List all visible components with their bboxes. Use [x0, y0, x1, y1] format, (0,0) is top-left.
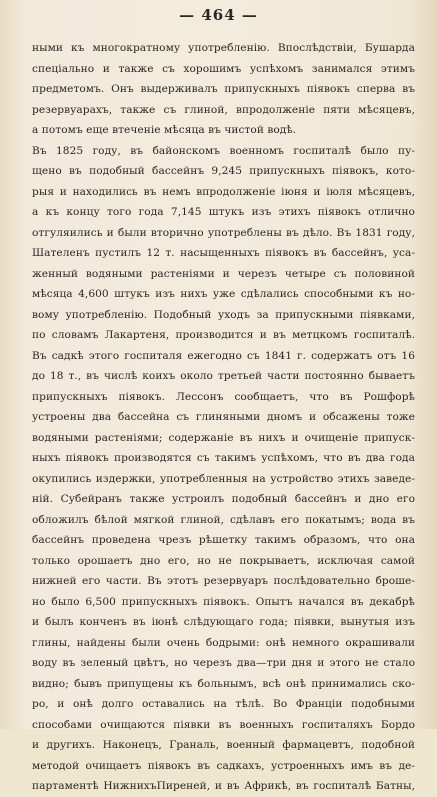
text-line: Въ садкѣ этого госпиталя ежегодно съ 1841 г. содержатъ отъ 16	[32, 349, 415, 362]
text-line: вому употребленію. Подобный уходъ за припускными піявками,	[32, 308, 415, 321]
text-line: устроены два бассейна съ глиняными дномъ и обсажены тоже	[32, 411, 415, 423]
text-line: Въ 1825 году, въ байонскомъ военномъ госпиталѣ было пу-	[32, 144, 415, 157]
body-text	[32, 38, 415, 797]
text-line: резервуарахъ, также съ глиной, впродолженіе пяти мѣсяцевъ,	[32, 103, 415, 116]
text-line: до 18 т., въ числѣ коихъ около третьей части постоянно бываетъ	[32, 370, 415, 382]
text-line: обложилъ бѣлой мягкой глиной, сдѣлавъ его покатымъ; вода въ	[32, 513, 415, 526]
page-number: — 464 —	[179, 6, 258, 24]
text-line: предметомъ. Онъ выдерживалъ припускныхъ піявокъ сперва въ	[32, 83, 415, 95]
text-line: а къ концу того года 7,145 штукъ изъ этихъ піявокъ отлично	[32, 206, 415, 218]
text-line: глины, найдены были очень бодрыми: онѣ немного окрашивали	[32, 636, 415, 649]
text-line: бассейнъ проведена чрезъ рѣшетку такимъ образомъ, что она	[32, 534, 415, 546]
text-line: ныхъ піявокъ производятся съ такимъ успѣхомъ, что въ два года	[32, 452, 415, 464]
text-line: припускныхъ піявокъ. Лессонъ сообщаетъ, что въ Рошфорѣ	[32, 390, 415, 403]
text-line: водяными растеніями; содержаніе въ нихъ и очищеніе припуск-	[32, 431, 415, 444]
text-line: окупились издержки, употребленныя на устройство этихъ заведе-	[32, 472, 415, 485]
text-line: по словамъ Лакартеня, производится и въ метцкомъ госпиталѣ.	[32, 329, 415, 341]
text-line: спеціально и также съ хорошимъ успѣхомъ занимался этимъ	[32, 62, 415, 75]
text-line: ро, и онѣ долго оставались на тѣлѣ. Во Франціи подобными	[32, 698, 415, 710]
text-line: рыя и находились въ немъ впродолженіе іюня и іюля мѣсяцевъ,	[32, 185, 415, 198]
text-line: женный водяными растеніями и черезъ четыре съ половиной	[32, 267, 415, 280]
text-line: мѣсяца 4,600 штукъ изъ нихъ уже сдѣлались способными къ но-	[32, 288, 415, 300]
text-line: способами очищаются піявки въ военныхъ госпиталяхъ Бордо	[32, 718, 415, 731]
text-line: воду въ зеленый цвѣтъ, но черезъ два—три дня и этого не стало	[32, 657, 415, 669]
text-line: партаментѣ НижнихъПиреней, и въ Африкѣ, въ госпиталѣ Батны,	[32, 780, 415, 792]
text-line: только орошаетъ дно его, но не покрываетъ, исключая самой	[32, 554, 415, 567]
text-line: ными къ многократному употребленію. Впослѣдствіи, Бушарда	[32, 42, 415, 54]
text-line: Шателенъ пустилъ 12 т. насыщенныхъ піявокъ въ бассейнъ, уса-	[32, 247, 415, 259]
text-line: ній. Субейранъ также устроилъ подобный бассейнъ и дно его	[32, 493, 415, 505]
text-line: и другихъ. Наконецъ, Граналь, военный фармацевтъ, подобной	[32, 739, 415, 751]
text-line: щено въ подобный бассейнъ 9,245 припускныхъ піявокъ, кото-	[32, 165, 415, 177]
text-line-split-a: нижней его части. Въ этотъ резервуаръ послѣдовательно броше-	[32, 575, 415, 587]
text-line: а потомъ еще втеченіе мѣсяца въ чистой водѣ.	[32, 124, 297, 136]
text-line: методой очищаетъ піявокъ въ садкахъ, устроенныхъ имъ въ де-	[32, 759, 415, 772]
text-line: и былъ конченъ въ іюнѣ слѣдующаго года; піявки, вынутыя изъ	[32, 616, 415, 628]
text-line: отгуляились и были вторично употреблены въ дѣло. Въ 1831 году,	[32, 226, 415, 239]
text-line-split-b: но было 6,500 припускныхъ піявокъ. Опытъ начался въ декабрѣ	[32, 595, 415, 608]
text-line: видно; бывъ припущены къ больнымъ, всѣ онѣ принимались ско-	[32, 677, 415, 690]
